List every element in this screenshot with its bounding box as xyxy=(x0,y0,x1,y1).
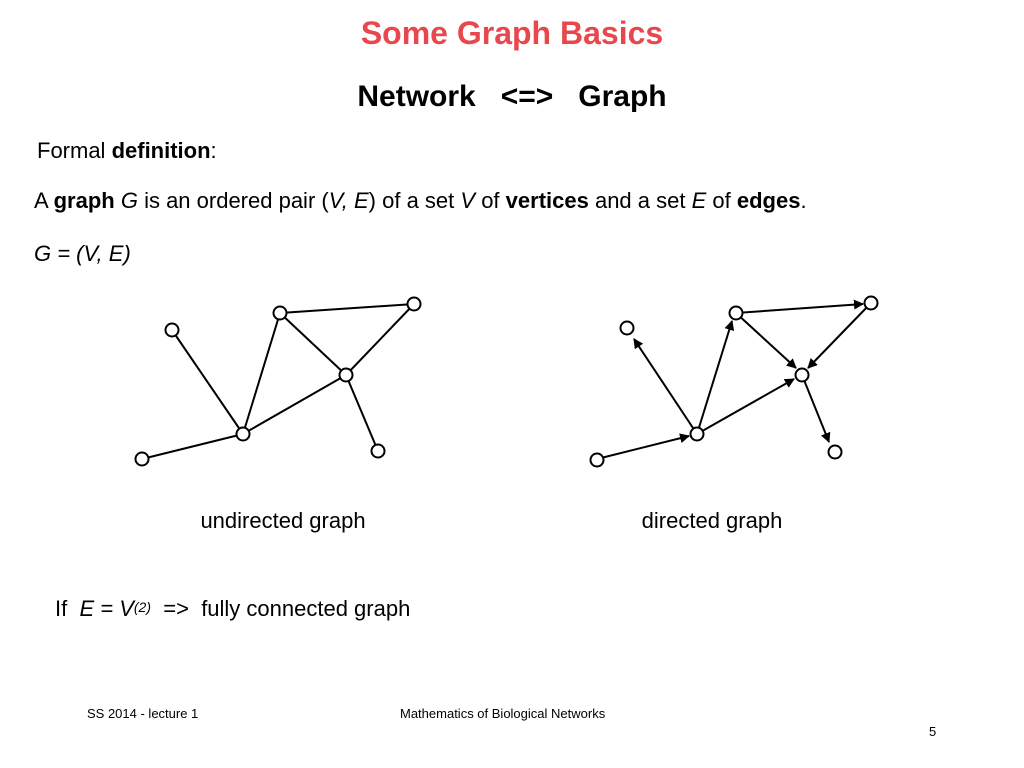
slide-title: Some Graph Basics xyxy=(360,15,664,51)
fully-connected-statement xyxy=(55,596,410,622)
graph-node xyxy=(796,369,809,382)
graph-formula: G = (V, E) xyxy=(34,241,131,266)
directed-edge xyxy=(736,304,863,313)
directed-edge xyxy=(802,375,829,442)
graph-node xyxy=(591,454,604,467)
graph-node xyxy=(340,369,353,382)
sentence-part: of xyxy=(475,188,506,213)
directed-edge xyxy=(634,339,697,434)
directed-edge xyxy=(808,303,871,368)
term-edges: edges xyxy=(736,188,801,213)
graph-node xyxy=(166,324,179,337)
sentence-part: A xyxy=(34,188,54,213)
graph-node xyxy=(691,428,704,441)
graph-node xyxy=(274,307,287,320)
caption-directed-graph: directed graph xyxy=(641,508,783,533)
graph-node xyxy=(730,307,743,320)
edge-set-expression: E = V xyxy=(79,596,134,621)
sentence-part: ) of a set xyxy=(368,188,461,213)
directed-edge xyxy=(736,313,796,368)
sentence-part: and a set xyxy=(588,188,692,213)
undirected-edge xyxy=(280,313,346,375)
symbol-e: E xyxy=(691,188,707,213)
footer-lecture: SS 2014 - lecture 1 xyxy=(87,706,199,721)
page-number: 5 xyxy=(929,724,937,739)
graph-node xyxy=(829,446,842,459)
graph-node xyxy=(136,453,149,466)
sentence-part: of xyxy=(706,188,737,213)
symbol-v: V xyxy=(460,188,476,213)
graph-node xyxy=(237,428,250,441)
symbol-ve: V, E xyxy=(328,188,369,213)
directed-graph xyxy=(591,297,878,467)
undirected-edge xyxy=(172,330,243,434)
undirected-graph xyxy=(136,298,421,466)
superscript: (2) xyxy=(133,599,152,615)
sentence-part: . xyxy=(800,188,807,213)
definition-suffix: : xyxy=(210,138,217,163)
directed-edge xyxy=(597,436,689,459)
caption-undirected-graph: undirected graph xyxy=(200,508,366,533)
graph-node xyxy=(621,322,634,335)
if-word: If xyxy=(55,596,68,621)
definition-bold: definition xyxy=(111,138,211,163)
graph-node xyxy=(865,297,878,310)
symbol-g: G xyxy=(120,188,138,213)
implies-arrow: => xyxy=(163,596,189,621)
definition-prefix: Formal xyxy=(37,138,112,163)
footer-course: Mathematics of Biological Networks xyxy=(400,706,606,721)
result-text: fully connected graph xyxy=(201,596,411,621)
term-graph: graph xyxy=(53,188,115,213)
undirected-edge xyxy=(280,304,414,313)
undirected-edge xyxy=(346,375,378,451)
undirected-edge xyxy=(346,304,414,375)
graph-node xyxy=(372,445,385,458)
slide-subtitle: Network <=> Graph xyxy=(357,80,667,113)
graph-node xyxy=(408,298,421,311)
sentence-part: is an ordered pair ( xyxy=(137,188,329,213)
term-vertices: vertices xyxy=(505,188,589,213)
undirected-edge xyxy=(142,434,243,459)
